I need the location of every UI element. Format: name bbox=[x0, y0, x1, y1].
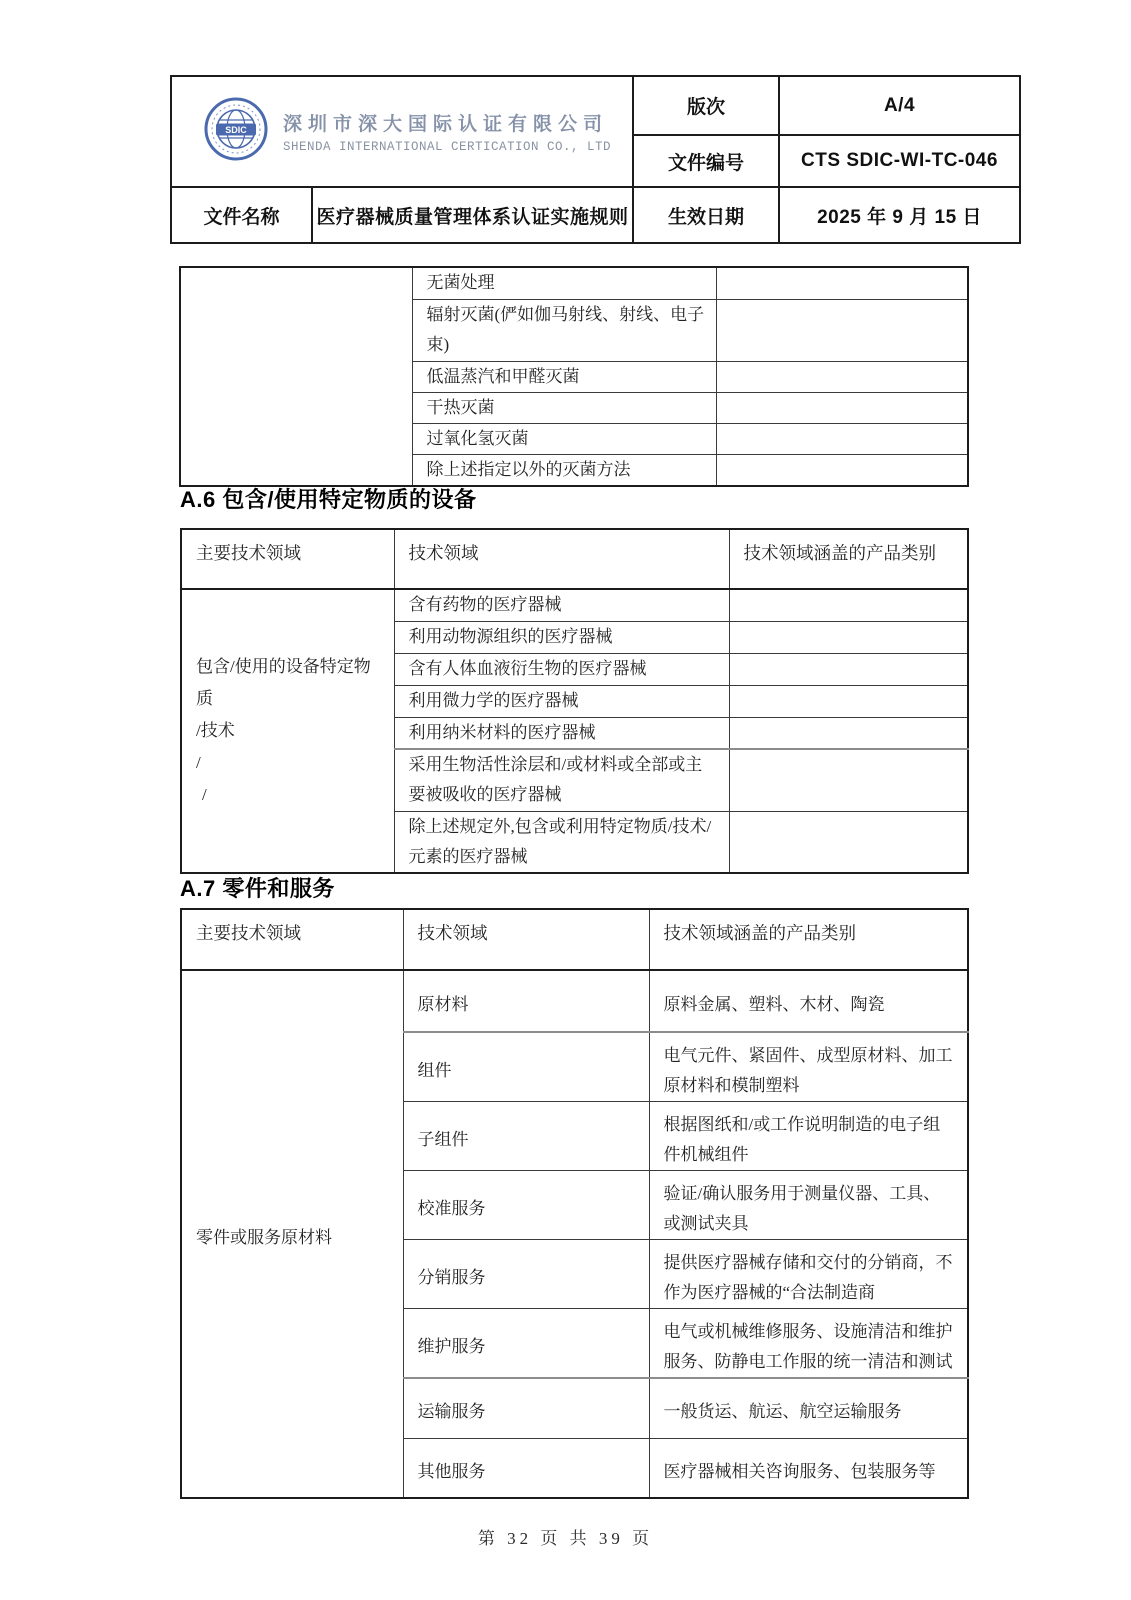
field-cell: 子组件 bbox=[403, 1102, 649, 1171]
version-label: 版次 bbox=[633, 76, 779, 135]
products-cell: 电气元件、紧固件、成型原材料、加工原材料和模制塑料 bbox=[649, 1032, 968, 1102]
product-cell-empty bbox=[729, 717, 968, 749]
main-area-cell bbox=[181, 589, 394, 873]
product-cell-empty bbox=[729, 811, 968, 873]
products-cell: 医疗器械相关咨询服务、包装服务等 bbox=[649, 1438, 968, 1498]
doc-name-label: 文件名称 bbox=[171, 187, 312, 243]
column-header: 技术领域涵盖的产品类别 bbox=[649, 909, 968, 970]
product-cell-empty bbox=[716, 299, 968, 361]
product-cell-empty bbox=[729, 589, 968, 621]
products-cell: 验证/确认服务用于测量仪器、工具、或测试夹具 bbox=[649, 1171, 968, 1240]
company-name-en: SHENDA INTERNATIONAL CERTICATION CO., LTD bbox=[283, 140, 612, 154]
table-row: 辐射灭菌(俨如伽马射线、射线、电子束) bbox=[412, 299, 716, 361]
doc-name-value: 医疗器械质量管理体系认证实施规则 bbox=[312, 187, 633, 243]
column-header: 技术领域 bbox=[403, 909, 649, 970]
product-cell-empty bbox=[716, 423, 968, 454]
product-cell-empty bbox=[729, 749, 968, 811]
table-row: 除上述规定外,包含或利用特定物质/技术/元素的医疗器械 bbox=[394, 811, 729, 873]
logo-cell bbox=[171, 76, 633, 187]
table-row: 干热灭菌 bbox=[412, 392, 716, 423]
document-header-table bbox=[170, 75, 1021, 244]
main-area-line: 包含/使用的设备特定物质 bbox=[196, 657, 371, 708]
effective-date-label: 生效日期 bbox=[633, 187, 779, 243]
section-a7-title: A.7 零件和服务 bbox=[180, 876, 335, 901]
table-row: 采用生物活性涂层和/或材料或全部或主要被吸收的医疗器械 bbox=[394, 749, 729, 811]
field-cell: 组件 bbox=[403, 1032, 649, 1102]
product-cell-empty bbox=[729, 685, 968, 717]
section-a6-title: A.6 包含/使用特定物质的设备 bbox=[180, 487, 477, 512]
field-cell: 运输服务 bbox=[403, 1378, 649, 1438]
a6-specific-substances-table bbox=[180, 528, 969, 874]
sterilization-methods-table bbox=[179, 266, 969, 487]
table-row: 利用动物源组织的医疗器械 bbox=[394, 621, 729, 653]
main-area-cell: 零件或服务原材料 bbox=[181, 970, 403, 1498]
main-area-cell-empty bbox=[180, 267, 412, 486]
effective-date-value: 2025 年 9 月 15 日 bbox=[779, 187, 1020, 243]
column-header: 技术领域 bbox=[394, 529, 729, 589]
field-cell: 维护服务 bbox=[403, 1309, 649, 1379]
table-row: 含有人体血液衍生物的医疗器械 bbox=[394, 653, 729, 685]
table-row: 利用纳米材料的医疗器械 bbox=[394, 717, 729, 749]
products-cell: 电气或机械维修服务、设施清洁和维护服务、防静电工作服的统一清洁和测试 bbox=[649, 1309, 968, 1379]
column-header: 主要技术领域 bbox=[181, 529, 394, 589]
products-cell: 一般货运、航运、航空运输服务 bbox=[649, 1378, 968, 1438]
product-cell-empty bbox=[716, 392, 968, 423]
product-cell-empty bbox=[716, 361, 968, 392]
field-cell: 其他服务 bbox=[403, 1438, 649, 1498]
table-row: 利用微力学的医疗器械 bbox=[394, 685, 729, 717]
doc-number-label: 文件编号 bbox=[633, 135, 779, 187]
product-cell-empty bbox=[716, 267, 968, 299]
main-area-line: /技术 bbox=[196, 721, 235, 740]
products-cell: 原料金属、塑料、木材、陶瓷 bbox=[649, 970, 968, 1032]
product-cell-empty bbox=[729, 621, 968, 653]
doc-number-value: CTS SDIC-WI-TC-046 bbox=[779, 135, 1020, 187]
company-name-cn: 深圳市深大国际认证有限公司 bbox=[283, 114, 609, 135]
product-cell-empty bbox=[716, 454, 968, 486]
column-header: 主要技术领域 bbox=[181, 909, 403, 970]
field-cell: 原材料 bbox=[403, 970, 649, 1032]
a7-parts-services-table bbox=[180, 908, 969, 1499]
table-row: 过氧化氢灭菌 bbox=[412, 423, 716, 454]
logo-badge-text: SDIC bbox=[225, 125, 247, 135]
products-cell: 提供医疗器械存储和交付的分销商，不作为医疗器械的“合法制造商 bbox=[649, 1240, 968, 1309]
main-area-line: / bbox=[202, 785, 207, 804]
version-value: A/4 bbox=[779, 76, 1020, 135]
sdic-logo-icon bbox=[203, 96, 269, 167]
products-cell: 根据图纸和/或工作说明制造的电子组件机械组件 bbox=[649, 1102, 968, 1171]
product-cell-empty bbox=[729, 653, 968, 685]
field-cell: 校准服务 bbox=[403, 1171, 649, 1240]
table-row: 除上述指定以外的灭菌方法 bbox=[412, 454, 716, 486]
page-indicator: 第 32 页 共 39 页 bbox=[477, 1529, 654, 1548]
table-row: 无菌处理 bbox=[412, 267, 716, 299]
field-cell: 分销服务 bbox=[403, 1240, 649, 1309]
table-row: 低温蒸汽和甲醛灭菌 bbox=[412, 361, 716, 392]
column-header: 技术领域涵盖的产品类别 bbox=[729, 529, 968, 589]
main-area-line: / bbox=[196, 753, 201, 772]
table-row: 含有药物的医疗器械 bbox=[394, 589, 729, 621]
